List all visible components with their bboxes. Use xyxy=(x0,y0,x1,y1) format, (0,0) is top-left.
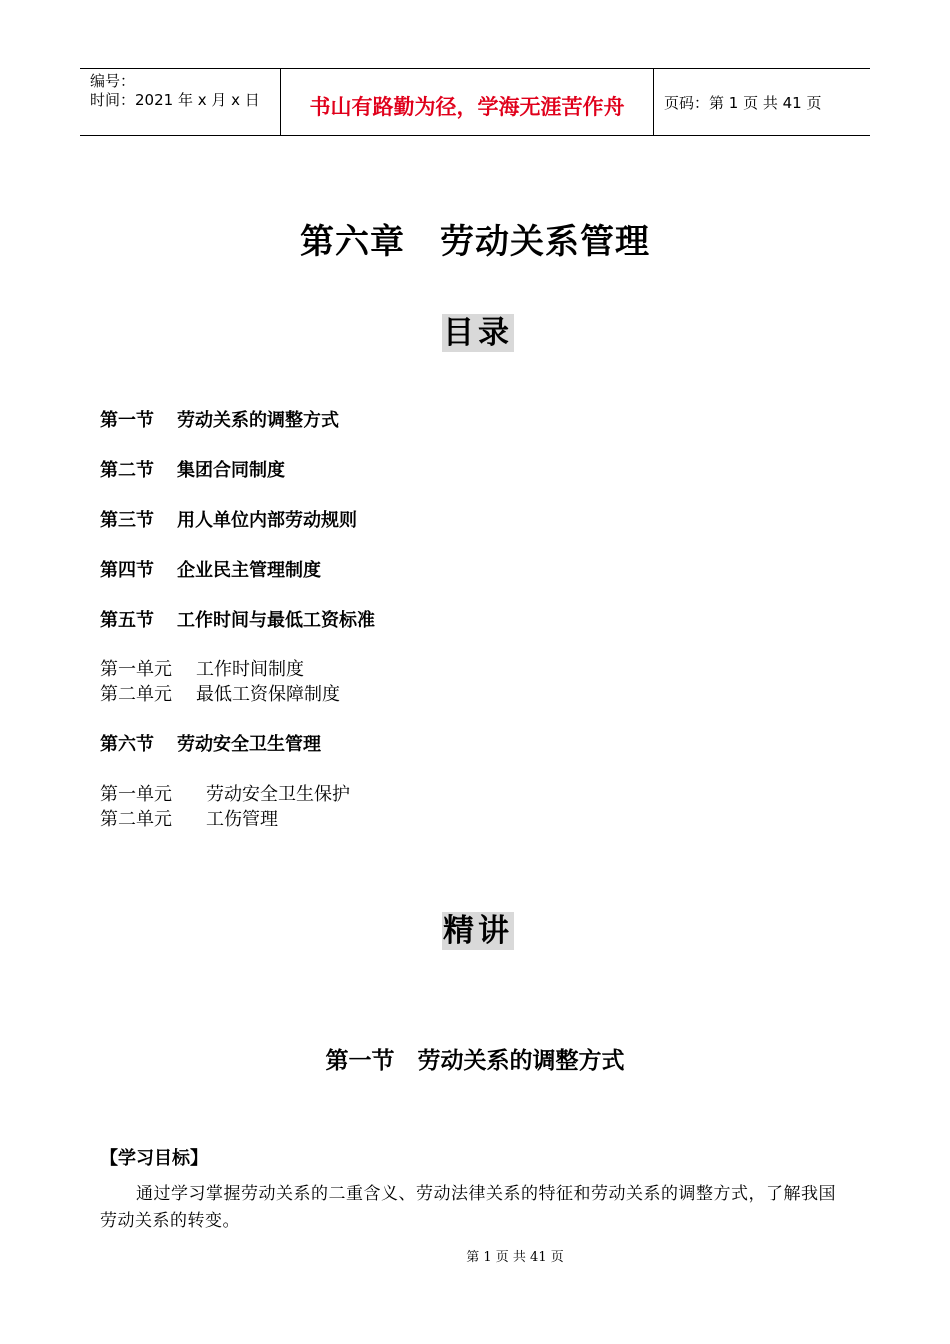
header-motto-cell xyxy=(281,69,654,135)
document-time-label: 时间：2021 年 x 月 x 日 xyxy=(90,91,260,109)
toc-item-number: 第二节 xyxy=(100,460,154,481)
toc-item-number: 第三节 xyxy=(100,510,154,531)
toc-subitem-title: 工伤管理 xyxy=(206,809,278,830)
toc-item[interactable] xyxy=(100,560,321,582)
toc-item[interactable] xyxy=(100,460,285,482)
toc-item-title: 劳动安全卫生管理 xyxy=(177,734,321,755)
toc-item-title: 集团合同制度 xyxy=(177,460,285,481)
header-page-info: 页码：第 1 页 共 41 页 xyxy=(664,94,822,112)
toc-subitem-number: 第二单元 xyxy=(100,809,172,830)
toc-item[interactable] xyxy=(100,610,375,632)
toc-item-number: 第四节 xyxy=(100,560,154,581)
toc-subitem-number: 第一单元 xyxy=(100,784,172,805)
objective-paragraph: 通过学习掌握劳动关系的二重含义、劳动法律关系的特征和劳动关系的调整方式，了解我国劳动关系的转变。 xyxy=(100,1184,836,1231)
toc-subitem-number: 第一单元 xyxy=(100,659,172,680)
toc-subitem[interactable] xyxy=(100,684,340,706)
toc-item[interactable] xyxy=(100,510,357,532)
toc-item-number: 第一节 xyxy=(100,410,154,431)
toc-item[interactable] xyxy=(100,734,321,756)
toc-subitem[interactable] xyxy=(100,659,304,681)
toc-subitem[interactable] xyxy=(100,809,278,831)
toc-subitem-title: 工作时间制度 xyxy=(196,659,304,680)
section-heading: 第一节 劳动关系的调整方式 xyxy=(325,1048,625,1074)
toc-heading: 目录 xyxy=(443,315,513,351)
chapter-title: 第六章 劳动关系管理 xyxy=(300,222,650,262)
toc-item-title: 用人单位内部劳动规则 xyxy=(177,510,357,531)
toc-item-number: 第五节 xyxy=(100,610,154,631)
toc-item-title: 企业民主管理制度 xyxy=(177,560,321,581)
header-meta-cell xyxy=(80,69,281,135)
document-header xyxy=(80,68,870,136)
toc-subitem-title: 劳动安全卫生保护 xyxy=(206,784,350,805)
toc-item-number: 第六节 xyxy=(100,734,154,755)
lecture-heading: 精讲 xyxy=(443,913,513,949)
objective-label: 【学习目标】 xyxy=(100,1148,208,1169)
toc-item[interactable] xyxy=(100,410,339,432)
toc-item-title: 工作时间与最低工资标准 xyxy=(177,610,375,631)
header-page-cell xyxy=(654,69,870,135)
toc-item-title: 劳动关系的调整方式 xyxy=(177,410,339,431)
page-footer: 第 1 页 共 41 页 xyxy=(466,1250,564,1265)
toc-subitem[interactable] xyxy=(100,784,350,806)
toc-subitem-title: 最低工资保障制度 xyxy=(196,684,340,705)
toc-subitem-number: 第二单元 xyxy=(100,684,172,705)
header-motto: 书山有路勤为径，学海无涯苦作舟 xyxy=(309,95,625,119)
document-number-label: 编号： xyxy=(90,72,136,90)
